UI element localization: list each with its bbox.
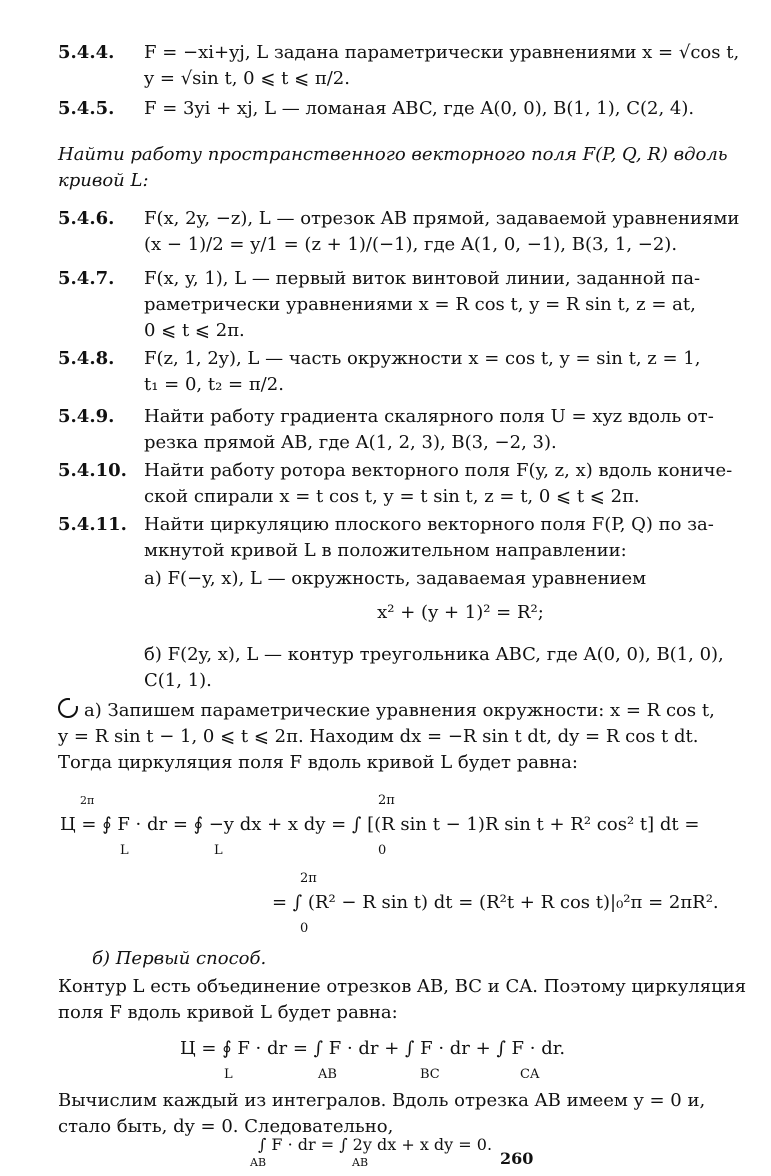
limit-label: L [224,1067,233,1082]
limit-label: 0 [300,921,309,936]
limit-label: 2π [378,793,395,808]
problem-text: t₁ = 0, t₂ = π/2. [144,374,284,395]
problem-text: 0 ⩽ t ⩽ 2π. [144,320,245,341]
limit-label: 2π [80,794,95,807]
limit-label: AB [318,1067,337,1082]
page-number: 260 [500,1149,534,1168]
problem-number: 5.4.6. [58,208,115,229]
problem-text: резка прямой AB, где A(1, 2, 3), B(3, −2, 3). [144,432,557,453]
solution-subtitle: б) Первый способ. [92,948,267,969]
limit-label: L [214,843,223,858]
problem-text: мкнутой кривой L в положительном направлении: [144,540,627,561]
solution-text: а) Запишем параметрические уравнения окружности: x = R cos t, [58,698,715,724]
problem-number: 5.4.7. [58,268,115,289]
section-heading: кривой L: [58,170,149,191]
problem-text: F(z, 1, 2y), L — часть окружности x = cos t, y = sin t, z = 1, [144,348,701,369]
problem-number: 5.4.11. [58,514,127,535]
solution-text: поля F вдоль кривой L будет равна: [58,1002,398,1023]
solution-text: y = R sin t − 1, 0 ⩽ t ⩽ 2π. Находим dx = −R sin t dt, dy = R cos t dt. [58,726,699,747]
equation: Ц = ∮ F · dr = ∮ −y dx + x dy = ∫ [(R sin t − 1)R sin t + R² cos² t] dt = [60,814,700,835]
limit-label: L [120,843,129,858]
problem-text: F = 3yi + xj, L — ломаная ABC, где A(0, 0), B(1, 1), C(2, 4). [144,98,695,119]
problem-number: 5.4.10. [58,460,127,481]
solution-text: Вычислим каждый из интегралов. Вдоль отрезка AB имеем y = 0 и, [58,1090,706,1111]
problem-text: Найти работу градиента скалярного поля U = xyz вдоль от- [144,406,714,427]
equation: = ∫ (R² − R sin t) dt = (R²t + R cos t)|₀²π = 2πR². [272,892,719,913]
equation-circle: x² + (y + 1)² = R²; [377,602,544,623]
solution-text: стало быть, dy = 0. Следовательно, [58,1116,394,1137]
equation: Ц = ∮ F · dr = ∫ F · dr + ∫ F · dr + ∫ F · dr. [180,1038,566,1059]
problem-text: F = −xi+yj, L задана параметрически уравнениями x = √cos t, [144,42,740,63]
subproblem-a: а) F(−y, x), L — окружность, задаваемая уравнением [144,568,647,589]
section-heading: Найти работу пространственного векторного поля F(P, Q, R) вдоль [58,144,728,165]
problem-text: F(x, y, 1), L — первый виток винтовой линии, заданной па- [144,268,701,289]
problem-text: Найти работу ротора векторного поля F(y, z, x) вдоль кониче- [144,460,733,481]
subproblem-b: C(1, 1). [144,670,212,691]
solution-start-icon [58,698,78,718]
solution-text: Тогда циркуляция поля F вдоль кривой L будет равна: [58,752,578,773]
problem-text: ской спирали x = t cos t, y = t sin t, z = t, 0 ⩽ t ⩽ 2π. [144,486,640,507]
limit-label: 2π [300,871,317,886]
limit-label: AB [352,1156,369,1169]
problem-text: (x − 1)/2 = y/1 = (z + 1)/(−1), где A(1, 0, −1), B(3, 1, −2). [144,234,678,255]
limit-label: CA [520,1067,540,1082]
problem-text: Найти циркуляцию плоского векторного поля F(P, Q) по за- [144,514,714,535]
limit-label: 0 [378,843,387,858]
limit-label: AB [250,1156,267,1169]
problem-text: F(x, 2y, −z), L — отрезок AB прямой, задаваемой уравнениями [144,208,740,229]
equation: ∫ F · dr = ∫ 2y dx + x dy = 0. [258,1135,493,1154]
solution-text: Контур L есть объединение отрезков AB, BC и CA. Поэтому циркуляция [58,976,747,997]
problem-text: y = √sin t, 0 ⩽ t ⩽ π/2. [144,68,350,89]
problem-number: 5.4.8. [58,348,115,369]
problem-number: 5.4.9. [58,406,115,427]
problem-text: раметрически уравнениями x = R cos t, y = R sin t, z = at, [144,294,696,315]
limit-label: BC [420,1067,440,1082]
problem-number: 5.4.4. [58,42,115,63]
problem-number: 5.4.5. [58,98,115,119]
subproblem-b: б) F(2y, x), L — контур треугольника ABC, где A(0, 0), B(1, 0), [144,644,724,665]
